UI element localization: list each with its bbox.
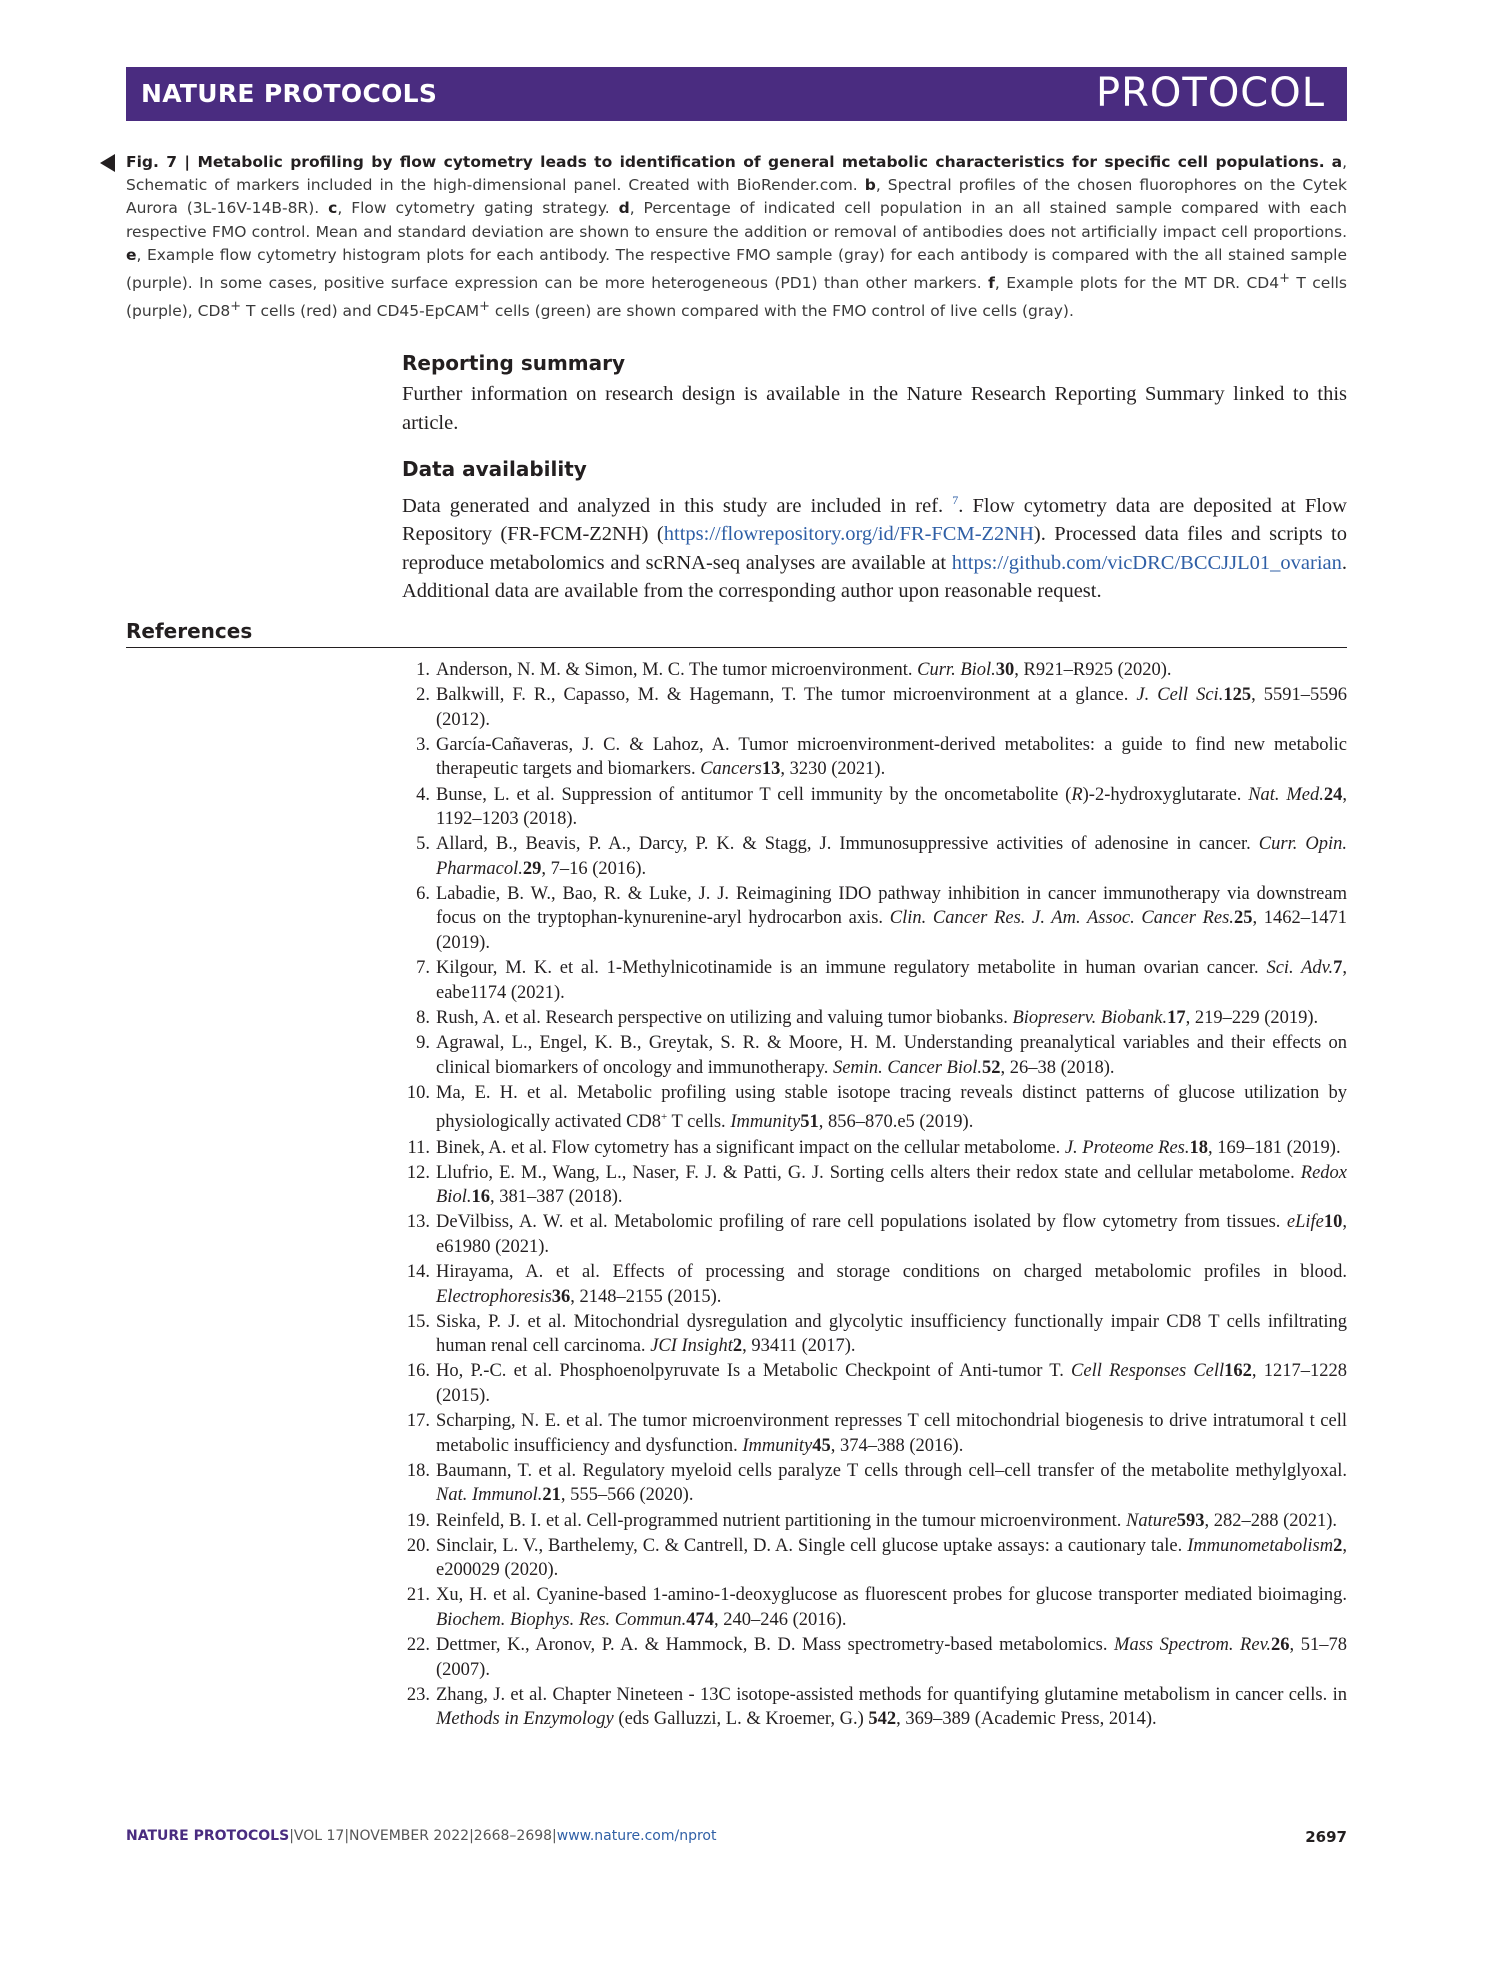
reference-volume: 18 xyxy=(1189,1137,1209,1158)
reference-number: 9. xyxy=(416,1033,430,1053)
reference-item xyxy=(402,1409,1347,1458)
reference-text: T cells. xyxy=(667,1112,731,1133)
reference-volume: 17 xyxy=(1167,1007,1186,1028)
article-type: PROTOCOL xyxy=(1095,70,1325,116)
ref-link[interactable]: 7 xyxy=(952,493,959,507)
flowrepository-link[interactable]: https://flowrepository.org/id/FR-FCM-Z2NH xyxy=(663,523,1034,546)
reference-text: Binek, A. et al. Flow cytometry has a significant impact on the cellular metabolome. xyxy=(436,1137,1065,1158)
reference-item xyxy=(402,1509,1347,1534)
caption-text: T cells (purple), CD8 xyxy=(126,274,1348,321)
reference-item xyxy=(402,1260,1347,1309)
reference-text: Allard, B., Beavis, P. A., Darcy, P. K. & Stagg, J. Immunosuppressive activities of adenosine in cancer. xyxy=(436,834,1259,855)
reference-text: Hirayama, A. et al. Effects of processing and storage conditions on charged metabolomic profiles in blood. xyxy=(436,1262,1347,1283)
reference-number: 22. xyxy=(406,1635,430,1656)
reference-item xyxy=(402,832,1347,881)
reference-item xyxy=(402,1583,1347,1632)
reference-text: Ma, E. H. et al. Metabolic profiling using stable isotope tracing reveals distinct patterns of glucose utilization by physiologically activated CD8 xyxy=(436,1082,1347,1133)
reference-journal: Semin. Cancer Biol. xyxy=(832,1057,982,1078)
reference-number: 18. xyxy=(406,1460,430,1481)
data-availability-text: Data generated and analyzed in this study are included in ref. $^7$. Flow cytometry data are deposited at Flow Repository (FR-FCM-Z2NH) (https://flowrepository.org/id/FR-FCM-Z2NH). Processed data files and scripts to reproduce metabolomics and scRNA-seq analyses are available at https://github.com/vicDRC/BCCJJL01_ovarian. Additional data are available from the corresponding author upon reasonable request. xyxy=(402,493,1348,603)
reference-text: Labadie, B. W., Bao, R. & Luke, J. J. Reimagining IDO pathway inhibition in cancer immunotherapy via downstream focus on the tryptophan-kynurenine-aryl hydrocarbon axis. xyxy=(436,883,1347,929)
reference-text: , 51–78 (2007). xyxy=(436,1635,1347,1680)
reference-number: 21. xyxy=(406,1585,430,1606)
page-number: 2697 xyxy=(1305,1828,1347,1846)
reference-text: , 381–387 (2018). xyxy=(489,1187,623,1208)
reporting-summary-text: Further information on research design is available in the Nature Research Reporting Summary linked to this article. xyxy=(402,383,1347,434)
reference-text: Ho, P.-C. et al. Phosphoenolpyruvate Is a Metabolic Checkpoint of Anti-tumor T. xyxy=(436,1361,1072,1382)
reference-text: , 26–38 (2018). xyxy=(1000,1057,1115,1078)
reference-item xyxy=(402,1633,1347,1682)
reference-item xyxy=(402,1310,1347,1359)
reference-volume: 30 xyxy=(995,660,1015,680)
footer-journal: NATURE PROTOCOLS xyxy=(126,1828,290,1844)
reference-volume: 52 xyxy=(981,1057,1001,1078)
reference-item xyxy=(402,1459,1347,1508)
reference-journal: Electrophoresis xyxy=(436,1286,552,1307)
back-arrow-icon[interactable] xyxy=(100,154,115,172)
reference-item xyxy=(402,1161,1347,1210)
reference-journal: Immunity xyxy=(730,1112,801,1133)
reference-number: 20. xyxy=(406,1535,430,1556)
reference-text: , R921–R925 (2020). xyxy=(1014,660,1172,680)
reference-number: 15. xyxy=(406,1311,430,1332)
reference-text: , 219–229 (2019). xyxy=(1185,1007,1319,1028)
reference-text: Siska, P. J. et al. Mitochondrial dysregulation and glycolytic insufficiency functionally impair CD8 T cells infiltrating human renal cell carcinoma. xyxy=(436,1311,1347,1357)
reference-item xyxy=(402,1081,1347,1135)
reference-number: 5. xyxy=(416,834,430,855)
reference-text: Baumann, T. et al. Regulatory myeloid cells paralyze T cells through cell–cell transfer of the metabolite methylglyoxal. xyxy=(436,1460,1347,1481)
reference-volume: 7 xyxy=(1333,958,1343,979)
reference-text: , 369–389 (Academic Press, 2014). xyxy=(896,1709,1157,1730)
reference-text: , 374–388 (2016). xyxy=(830,1435,964,1456)
reference-journal: Clin. Cancer Res. J. Am. Assoc. Cancer Res. xyxy=(889,908,1234,929)
references-heading: References xyxy=(126,619,1347,648)
reference-volume: 125 xyxy=(1223,685,1252,706)
reference-volume: 593 xyxy=(1176,1510,1205,1531)
panel-label-b: b xyxy=(864,176,876,195)
reference-volume: 24 xyxy=(1323,784,1343,805)
reference-journal: Biochem. Biophys. Res. Commun. xyxy=(436,1609,687,1630)
reference-item xyxy=(402,1136,1347,1161)
reference-journal: JCI Insight xyxy=(650,1336,733,1357)
reference-volume: 2 xyxy=(1333,1535,1343,1556)
reference-item xyxy=(402,956,1347,1005)
reference-journal: Curr. Biol. xyxy=(917,660,996,680)
reference-volume: 26 xyxy=(1271,1635,1290,1656)
reference-number: 10. xyxy=(406,1082,430,1103)
reference-journal: Nat. Immunol. xyxy=(436,1485,543,1506)
reference-text: Llufrio, E. M., Wang, L., Naser, F. J. & Patti, G. J. Sorting cells alters their redox state and cellular metabolome. xyxy=(436,1162,1301,1183)
caption-text: , Spectral profiles of the chosen fluorophores on the Cytek Aurora (3L-16V-14B-8R). xyxy=(126,176,1347,218)
reference-number: 14. xyxy=(406,1262,430,1283)
github-link[interactable]: https://github.com/vicDRC/BCCJJL01_ovarian xyxy=(951,551,1342,574)
reference-journal: Sci. Adv. xyxy=(1266,958,1334,979)
reference-text: Rush, A. et al. Research perspective on utilizing and valuing tumor biobanks. xyxy=(436,1007,1013,1028)
reference-volume: 13 xyxy=(761,759,781,780)
superscript: + xyxy=(1279,271,1290,287)
reference-volume: 474 xyxy=(686,1609,714,1630)
reference-text: , e61980 (2021). xyxy=(436,1212,1347,1257)
reference-text: )-2-hydroxyglutarate. xyxy=(1082,784,1249,805)
reference-volume: 16 xyxy=(471,1187,490,1208)
reference-text: , 93411 (2017). xyxy=(742,1336,856,1357)
reference-text: , 555–566 (2020). xyxy=(560,1485,694,1506)
page-footer xyxy=(126,1828,1347,1844)
superscript: + xyxy=(479,299,490,315)
caption-text: T cells (red) and CD45-EpCAM xyxy=(241,302,480,321)
reference-text: , 282–288 (2021). xyxy=(1204,1510,1338,1531)
reference-item xyxy=(402,882,1347,956)
reference-text: , 169–181 (2019). xyxy=(1208,1137,1341,1158)
reference-item xyxy=(402,1359,1347,1408)
reference-journal: Immunometabolism xyxy=(1187,1535,1334,1556)
reference-volume: 29 xyxy=(522,858,542,879)
footer-separator: | xyxy=(469,1828,474,1844)
reference-text: , 2148–2155 (2015). xyxy=(570,1286,722,1307)
reference-journal: Cell Responses Cell xyxy=(1071,1361,1225,1382)
reference-journal: Cancers xyxy=(700,759,762,780)
footer-separator: | xyxy=(552,1828,557,1844)
reference-text: , 7–16 (2016). xyxy=(541,858,647,879)
reference-text: Anderson, N. M. & Simon, M. C. The tumor microenvironment. xyxy=(436,660,918,680)
reference-item xyxy=(402,658,1347,683)
reference-journal: Immunity xyxy=(742,1435,813,1456)
reference-text: Xu, H. et al. Cyanine-based 1-amino-1-deoxyglucose as fluorescent probes for glucose transporter mediated bioimaging. xyxy=(436,1585,1347,1606)
reference-number: 19. xyxy=(406,1510,430,1531)
figure-caption xyxy=(126,151,1347,324)
panel-label-f: f xyxy=(988,274,995,293)
reference-number: 11. xyxy=(407,1137,430,1158)
reference-text: Scharping, N. E. et al. The tumor microenvironment represses T cell mitochondrial biogenesis to drive intratumoral t cell metabolic insufficiency and dysfunction. xyxy=(436,1411,1347,1456)
reference-text: Zhang, J. et al. Chapter Nineteen - 13C isotope-assisted methods for quantifying glutamine metabolism in cancer cells. in xyxy=(436,1684,1347,1705)
reference-number: 4. xyxy=(416,784,430,805)
caption-text: , Flow cytometry gating strategy. xyxy=(337,199,619,218)
reference-item xyxy=(402,783,1347,832)
reference-number: 12. xyxy=(406,1162,430,1183)
caption-text: , Example plots for the MT DR. CD4 xyxy=(994,274,1280,293)
reference-text: Dettmer, K., Aronov, P. A. & Hammock, B. D. Mass spectrometry-based metabolomics. xyxy=(436,1635,1115,1656)
reference-text: , 1217–1228 (2015). xyxy=(436,1361,1348,1406)
reference-journal: Methods in Enzymology xyxy=(436,1709,614,1730)
reference-number: 8. xyxy=(416,1007,430,1028)
footer-separator: | xyxy=(289,1828,294,1844)
footer-pages: 2668–2698 xyxy=(473,1828,553,1844)
reference-journal: J. Proteome Res. xyxy=(1064,1137,1190,1158)
reference-number: 3. xyxy=(416,734,430,755)
reference-text: , eabe1174 (2021). xyxy=(436,958,1348,1003)
reference-journal: Nature xyxy=(1126,1510,1177,1531)
reference-item xyxy=(402,1534,1347,1583)
reporting-summary-section xyxy=(402,350,1347,437)
data-availability-heading: Data availability xyxy=(402,457,587,481)
caption-text: cells (green) are shown compared with the FMO control of live cells (gray). xyxy=(489,302,1074,321)
reference-item xyxy=(402,1031,1347,1080)
reference-text: , 1462–1471 (2019). xyxy=(436,908,1348,953)
footer-date: NOVEMBER 2022 xyxy=(349,1828,470,1844)
reference-text: Bunse, L. et al. Suppression of antitumor T cell immunity by the oncometabolite ( xyxy=(436,784,1072,805)
panel-label-e: e xyxy=(126,245,137,264)
reference-item xyxy=(402,683,1347,732)
reference-number: 16. xyxy=(406,1361,430,1382)
reference-volume: 25 xyxy=(1233,908,1253,929)
footer-volume: VOL 17 xyxy=(293,1828,345,1844)
reference-journal: Nat. Med. xyxy=(1248,784,1324,805)
caption-lead: Fig. 7 | Metabolic profiling by flow cytometry leads to identification of general metabolic characteristics for specific cell populations. xyxy=(126,153,1325,171)
reference-volume: 45 xyxy=(812,1435,831,1456)
reference-journal: Curr. Opin. Pharmacol. xyxy=(436,834,1347,879)
superscript: + xyxy=(661,1111,668,1124)
reference-volume: 2 xyxy=(732,1336,743,1357)
reference-volume: 10 xyxy=(1323,1212,1343,1233)
reference-item xyxy=(402,1210,1347,1259)
reference-text: , 856–870.e5 (2019). xyxy=(818,1112,974,1133)
reference-journal: eLife xyxy=(1286,1212,1324,1233)
reference-text: Kilgour, M. K. et al. 1-Methylnicotinamide is an immune regulatory metabolite in human ovarian cancer. xyxy=(436,958,1267,979)
reference-number: 6. xyxy=(416,883,430,904)
reference-italic: R xyxy=(1071,784,1083,805)
reference-volume: 162 xyxy=(1224,1361,1252,1382)
reference-number: 2. xyxy=(416,685,430,706)
reference-text: García-Cañaveras, J. C. & Lahoz, A. Tumor microenvironment-derived metabolites: a guide to find new metabolic therapeutic targets and biomarkers. xyxy=(436,734,1347,780)
reference-journal: Mass Spectrom. Rev. xyxy=(1114,1635,1272,1656)
reference-item xyxy=(402,1006,1347,1031)
reference-text: , e200029 (2020). xyxy=(436,1535,1347,1581)
reference-item xyxy=(402,1683,1347,1732)
reference-text: DeVilbiss, A. W. et al. Metabolomic profiling of rare cell populations isolated by flow cytometry from tissues. xyxy=(436,1212,1287,1233)
reference-volume: 36 xyxy=(551,1286,571,1307)
reference-number: 23. xyxy=(406,1684,430,1705)
journal-name: NATURE PROTOCOLS xyxy=(141,79,438,108)
reference-item xyxy=(402,733,1347,782)
reference-number: 7. xyxy=(416,958,430,979)
reference-volume: 21 xyxy=(542,1485,561,1506)
reference-journal: Biopreserv. Biobank. xyxy=(1012,1007,1168,1028)
caption-text: , Schematic of markers included in the high-dimensional panel. Created with BioRender.com. xyxy=(126,153,1347,195)
reference-number: 1. xyxy=(416,660,430,680)
reference-text: Agrawal, L., Engel, K. B., Greytak, S. R. & Moore, H. M. Understanding preanalytical variables and their effects on clinical biomarkers of oncology and immunotherapy. xyxy=(436,1033,1347,1078)
reference-text: , 3230 (2021). xyxy=(780,759,886,780)
references-list xyxy=(402,658,1347,1732)
caption-text: , Example flow cytometry histogram plots for each antibody. The respective FMO sample (gray) for each antibody is compared with the all stained sample (purple). In some cases, positive surface expression can be more heterogeneous (PD1) than other markers. xyxy=(126,245,1347,293)
superscript: + xyxy=(230,299,242,315)
footer-url-link[interactable]: www.nature.com/nprot xyxy=(556,1828,717,1844)
reference-text: Reinfeld, B. I. et al. Cell-programmed nutrient partitioning in the tumour microenvironment. xyxy=(436,1510,1126,1531)
reference-number: 17. xyxy=(406,1411,430,1432)
panel-label-a: a xyxy=(1331,153,1343,171)
reference-volume: 51 xyxy=(800,1112,819,1133)
reference-journal: Redox Biol. xyxy=(436,1162,1347,1208)
reference-text: , 240–246 (2016). xyxy=(713,1609,847,1630)
footer-separator: | xyxy=(344,1828,350,1844)
reference-text: (eds Galluzzi, L. & Kroemer, G.) xyxy=(613,1709,869,1730)
reference-text: Sinclair, L. V., Barthelemy, C. & Cantrell, D. A. Single cell glucose uptake assays: a cautionary tale. xyxy=(436,1535,1188,1556)
journal-header-bar xyxy=(126,67,1347,121)
reference-text: , 1192–1203 (2018). xyxy=(436,784,1347,830)
reference-journal: J. Cell Sci. xyxy=(1136,685,1224,706)
reference-volume: 542 xyxy=(868,1709,897,1730)
reference-text: , 5591–5596 (2012). xyxy=(436,685,1347,730)
data-availability-section xyxy=(402,456,1347,606)
reference-number: 13. xyxy=(406,1212,430,1233)
caption-text: , Percentage of indicated cell population in an all stained sample compared with each respective FMO control. Mean and standard deviation are shown to ensure the addition or removal of antibodies does not artificially impact cell proportions. xyxy=(126,199,1347,241)
panel-label-c: c xyxy=(328,199,338,218)
reporting-summary-heading: Reporting summary xyxy=(402,351,626,375)
panel-label-d: d xyxy=(618,199,630,218)
reference-text: Balkwill, F. R., Capasso, M. & Hagemann, T. The tumor microenvironment at a glance. xyxy=(436,685,1137,706)
